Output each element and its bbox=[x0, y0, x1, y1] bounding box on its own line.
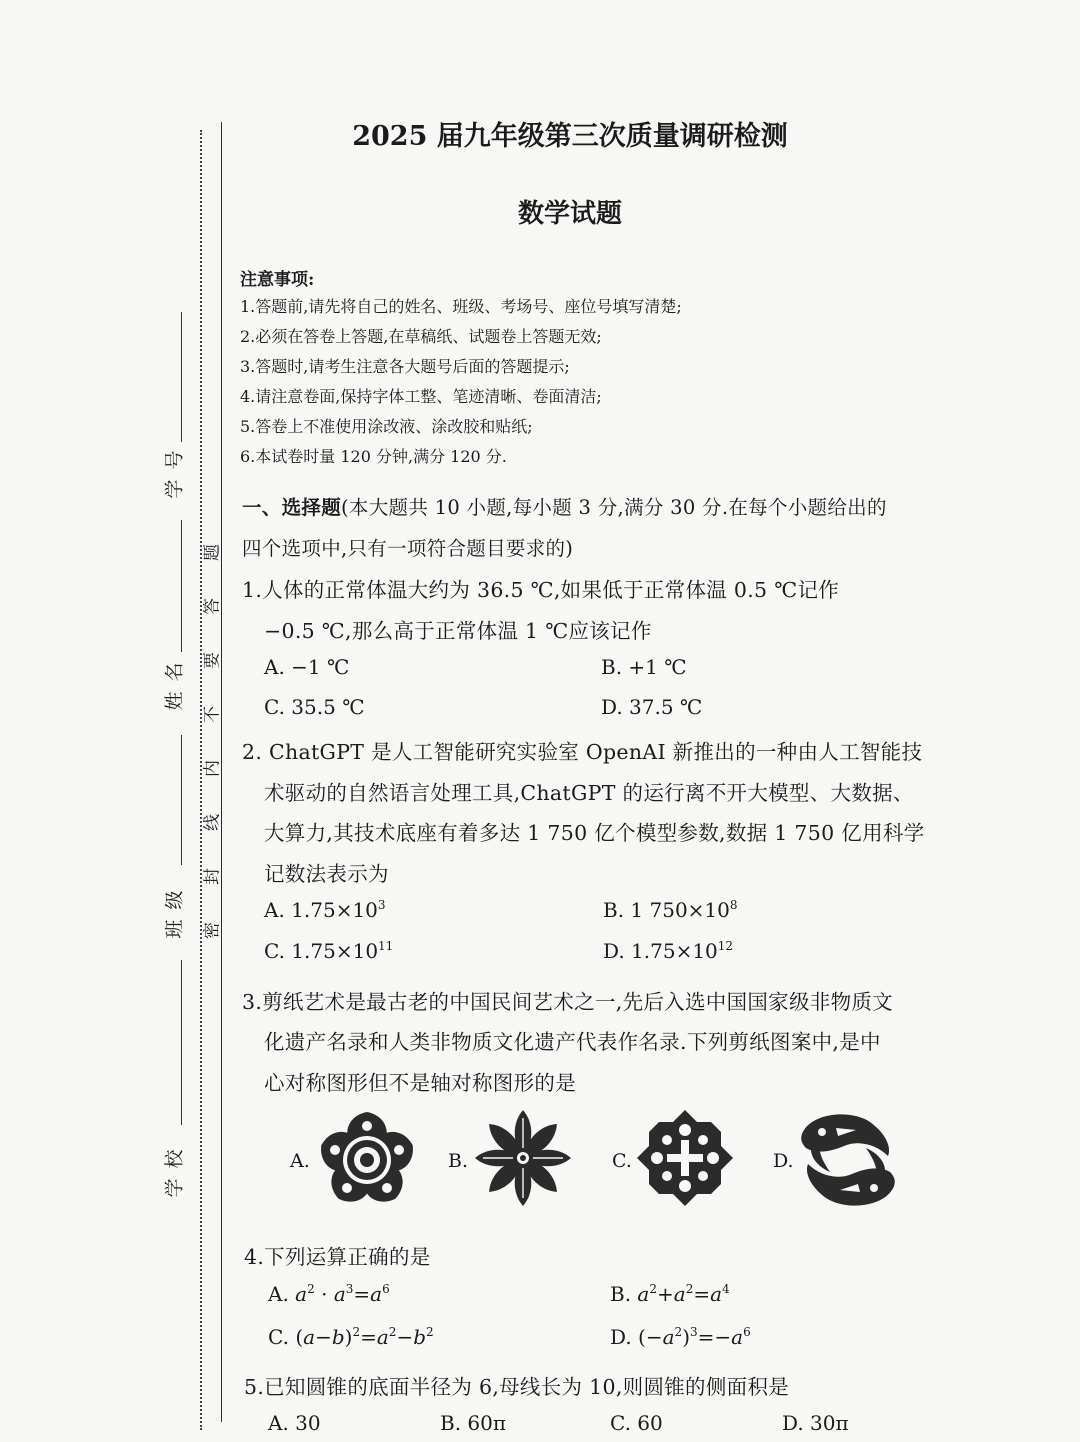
section1-heading: 一、选择题 bbox=[242, 496, 342, 519]
q3-figure-b-label: B. bbox=[448, 1150, 469, 1172]
q3-figure-d-label: D. bbox=[773, 1150, 794, 1172]
paper-cut-fish-d-icon bbox=[796, 1108, 900, 1212]
q2-option-d bbox=[603, 939, 733, 963]
q4-b-var: a bbox=[637, 1282, 650, 1306]
q2-stem-line1: 2. ChatGPT 是人工智能研究实验室 OpenAI 新推出的一种由人工智能技 bbox=[242, 740, 923, 764]
q2-stem-line3: 大算力,其技术底座有着多达 1 750 亿个模型参数,数据 1 750 亿用科学 bbox=[264, 821, 925, 845]
q4-d-exp: 2 bbox=[674, 1325, 683, 1339]
exam-subject: 数学试题 bbox=[517, 199, 622, 229]
q4-option-c bbox=[268, 1325, 434, 1349]
q4-c-exp: 2 bbox=[426, 1325, 434, 1339]
q4-d-label: D. bbox=[610, 1325, 639, 1349]
q4-a-exp: 2 bbox=[307, 1282, 315, 1296]
q3-stem-line1: 3.剪纸艺术是最古老的中国民间艺术之一,先后入选中国国家级非物质文 bbox=[242, 990, 893, 1014]
notice-item: 1.答题前,请先将自己的姓名、班级、考场号、座位号填写清楚; bbox=[240, 297, 682, 316]
notice-item: 6.本试卷时量 120 分钟,满分 120 分. bbox=[240, 447, 507, 466]
school-label: 学 校 bbox=[163, 1147, 186, 1198]
q4-a-label: A. bbox=[268, 1282, 296, 1306]
q5-option-a: A. 30 bbox=[268, 1411, 321, 1435]
paper-cut-ornament-c-icon bbox=[633, 1106, 737, 1210]
seal-dotted-line bbox=[200, 130, 202, 1430]
class-blank[interactable] bbox=[181, 735, 182, 865]
q2-option-b bbox=[603, 898, 738, 922]
q4-option-d bbox=[610, 1325, 751, 1349]
q4-b-var: a bbox=[673, 1282, 686, 1306]
q2-b-base: B. 1 750×10 bbox=[603, 898, 730, 922]
notice-item: 4.请注意卷面,保持字体工整、笔迹清晰、卷面清洁; bbox=[240, 387, 602, 406]
seal-char: 线 bbox=[202, 814, 223, 831]
q4-a-exp: 3 bbox=[345, 1282, 354, 1296]
q4-b-exp: 2 bbox=[649, 1282, 657, 1296]
q4-c-paren: ( bbox=[295, 1325, 304, 1349]
paper-cut-flower-a-icon bbox=[312, 1108, 422, 1208]
q4-d-var: a bbox=[662, 1325, 675, 1349]
q2-option-a bbox=[264, 898, 386, 922]
q4-b-var: a bbox=[710, 1282, 723, 1306]
q2-a-exp: 3 bbox=[377, 898, 386, 912]
q4-a-var: a bbox=[370, 1282, 383, 1306]
notice-item: 3.答题时,请考生注意各大题号后面的答题提示; bbox=[240, 357, 570, 376]
q4-c-var: b bbox=[331, 1325, 345, 1349]
q2-option-c bbox=[264, 939, 393, 963]
seal-char: 答 bbox=[202, 598, 223, 615]
q1-stem-line1: 1.人体的正常体温大约为 36.5 ℃,如果低于正常体温 0.5 ℃记作 bbox=[242, 578, 840, 602]
q1-option-c: C. 35.5 ℃ bbox=[264, 695, 365, 719]
q4-c-var: a bbox=[376, 1325, 389, 1349]
q4-d-eq: =− bbox=[697, 1325, 732, 1349]
q2-d-base: D. 1.75×10 bbox=[603, 939, 718, 963]
section1-desc: (本大题共 10 小题,每小题 3 分,满分 30 分.在每个小题给出的 bbox=[341, 496, 887, 519]
q3-stem-line2: 化遗产名录和人类非物质文化遗产代表作名录.下列剪纸图案中,是中 bbox=[264, 1030, 881, 1054]
q4-a-exp: 6 bbox=[382, 1282, 390, 1296]
q4-c-paren: ) bbox=[344, 1325, 353, 1349]
q4-c-exp: 2 bbox=[352, 1325, 361, 1339]
q4-c-op: − bbox=[315, 1325, 332, 1349]
q5-stem: 5.已知圆锥的底面半径为 6,母线长为 10,则圆锥的侧面积是 bbox=[244, 1375, 790, 1399]
class-label: 班 级 bbox=[163, 888, 186, 939]
q4-c-op: − bbox=[396, 1325, 414, 1349]
q4-c-var: a bbox=[303, 1325, 316, 1349]
q2-d-exp: 12 bbox=[717, 939, 734, 953]
q4-stem: 4.下列运算正确的是 bbox=[244, 1245, 431, 1269]
q4-b-exp: 4 bbox=[722, 1282, 730, 1296]
q4-d-paren: ) bbox=[682, 1325, 690, 1349]
section1-desc-line2: 四个选项中,只有一项符合题目要求的) bbox=[242, 537, 574, 560]
exam-title: 2025 届九年级第三次质量调研检测 bbox=[352, 121, 788, 152]
student-number-label: 学 号 bbox=[163, 448, 186, 499]
q4-option-a bbox=[268, 1282, 390, 1306]
q2-a-base: A. 1.75×10 bbox=[264, 898, 378, 922]
q4-c-var: b bbox=[413, 1325, 427, 1349]
q4-a-eq: = bbox=[353, 1282, 371, 1306]
q3-figure-a-label: A. bbox=[290, 1150, 310, 1172]
q4-d-exp: 3 bbox=[690, 1325, 698, 1339]
notice-heading: 注意事项: bbox=[240, 270, 315, 290]
q4-d-var: a bbox=[731, 1325, 744, 1349]
q3-stem-line3: 心对称图形但不是轴对称图形的是 bbox=[264, 1071, 576, 1095]
q5-option-d: D. 30π bbox=[782, 1411, 849, 1435]
q1-stem-line2: −0.5 ℃,那么高于正常体温 1 ℃应该记作 bbox=[264, 619, 652, 643]
q1-option-d: D. 37.5 ℃ bbox=[601, 695, 703, 719]
section1-heading-line bbox=[242, 492, 887, 520]
q4-option-b bbox=[610, 1282, 730, 1306]
seal-char: 题 bbox=[202, 544, 223, 561]
seal-char: 密 bbox=[202, 922, 223, 939]
q4-a-var: a bbox=[333, 1282, 346, 1306]
q1-option-a: A. −1 ℃ bbox=[264, 655, 350, 679]
q5-option-b: B. 60π bbox=[440, 1411, 507, 1435]
q4-d-exp: 6 bbox=[743, 1325, 751, 1339]
q2-c-base: C. 1.75×10 bbox=[264, 939, 379, 963]
q4-a-var: a bbox=[295, 1282, 308, 1306]
seal-char: 封 bbox=[202, 868, 223, 885]
paper-cut-flower-b-icon bbox=[468, 1108, 578, 1208]
q4-a-op: · bbox=[314, 1282, 334, 1306]
student-number-blank[interactable] bbox=[181, 312, 182, 442]
q4-b-op: + bbox=[657, 1282, 674, 1306]
q2-stem-line4: 记数法表示为 bbox=[264, 862, 389, 886]
q3-figure-c-label: C. bbox=[612, 1150, 632, 1172]
school-blank[interactable] bbox=[181, 960, 182, 1125]
seal-char: 不 bbox=[202, 706, 223, 723]
q5-option-c: C. 60 bbox=[610, 1411, 663, 1435]
q4-b-label: B. bbox=[610, 1282, 638, 1306]
name-label: 姓 名 bbox=[163, 660, 186, 711]
q2-stem-line2: 术驱动的自然语言处理工具,ChatGPT 的运行离不开大模型、大数据、 bbox=[264, 781, 914, 805]
q4-c-label: C. bbox=[268, 1325, 296, 1349]
q4-c-exp: 2 bbox=[388, 1325, 397, 1339]
q1-option-b: B. +1 ℃ bbox=[601, 655, 687, 679]
q2-b-exp: 8 bbox=[729, 898, 738, 912]
q4-d-paren: (− bbox=[638, 1325, 663, 1349]
q4-b-exp: 2 bbox=[685, 1282, 694, 1296]
notice-item: 5.答卷上不准使用涂改液、涂改胶和贴纸; bbox=[240, 417, 533, 436]
seal-char: 要 bbox=[202, 652, 223, 669]
notice-item: 2.必须在答卷上答题,在草稿纸、试题卷上答题无效; bbox=[240, 327, 602, 346]
q2-c-exp: 11 bbox=[378, 939, 394, 953]
name-blank[interactable] bbox=[181, 520, 182, 652]
q4-c-eq: = bbox=[360, 1325, 377, 1349]
seal-char: 内 bbox=[202, 760, 223, 777]
q4-b-eq: = bbox=[693, 1282, 711, 1306]
